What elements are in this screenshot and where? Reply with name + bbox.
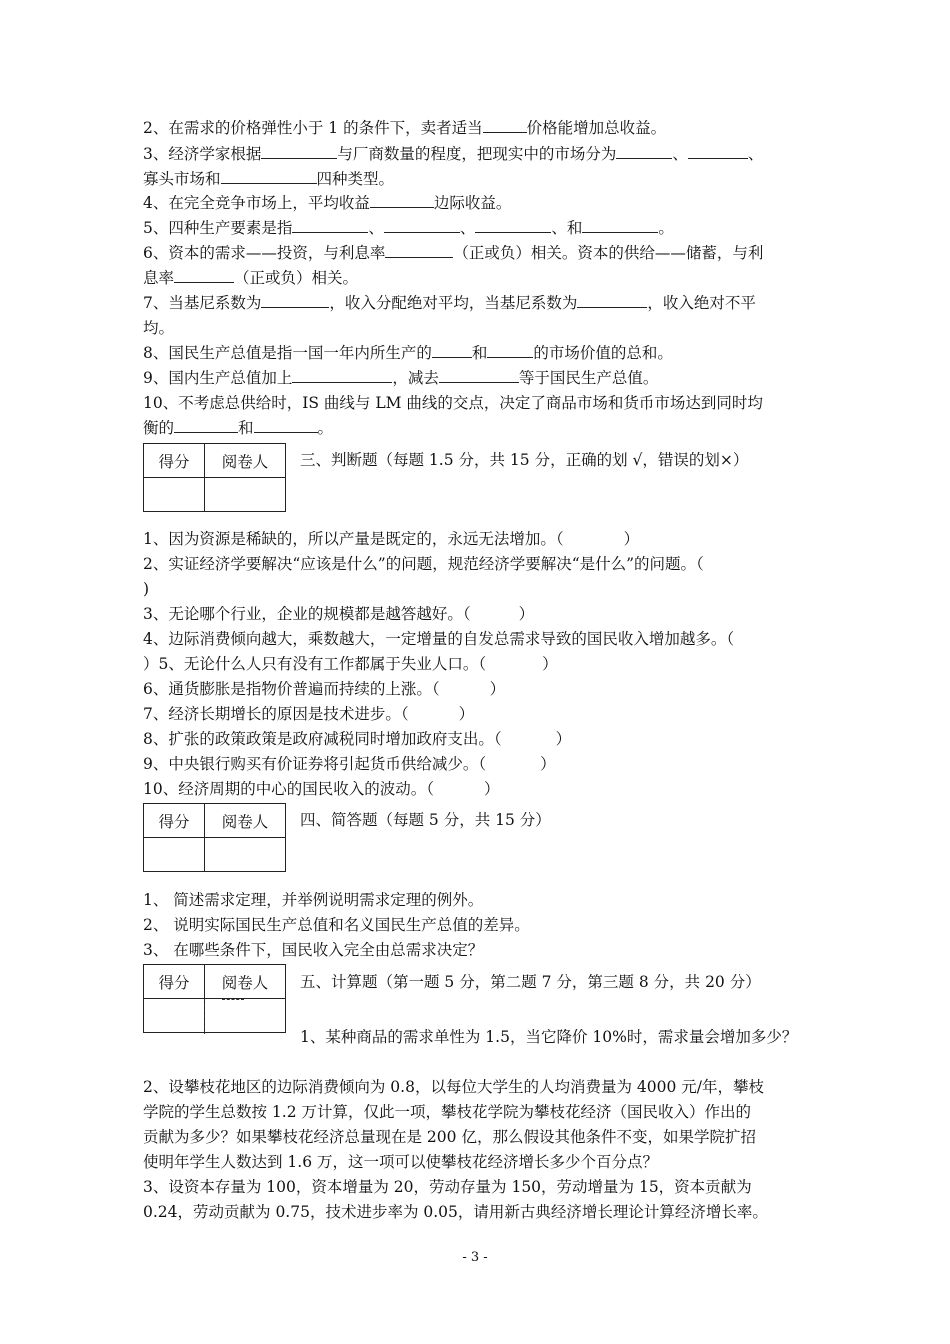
judge-q1: 1、因为资源是稀缺的，所以产量是既定的，永远无法增加。（ ） <box>143 530 640 548</box>
score-cell <box>144 478 205 512</box>
blank <box>370 193 434 208</box>
calc-q2-line1: 2、设攀枝花地区的边际消费倾向为 0.8，以每位大学生的人均消费量为 4000 元/年，攀枝 <box>143 1078 764 1096</box>
blank <box>292 368 392 383</box>
score-box <box>143 803 286 872</box>
score-box <box>143 443 286 512</box>
dashed-mark <box>204 1004 205 1034</box>
fill-q4: 4、在完全竞争市场上，平均收益 边际收益。 <box>143 194 512 212</box>
fill-q3-cont: 寡头市场和 四种类型。 <box>143 170 395 188</box>
judge-q10: 10、经济周期的中心的国民收入的波动。（ ） <box>143 780 500 798</box>
fill-q7: 7、当基尼系数为 ，收入分配绝对平均，当基尼系数为 ，收入绝对不平 <box>143 294 756 312</box>
grader-cell <box>205 478 286 512</box>
judge-q6: 6、通货膨胀是指物价普遍而持续的上涨。（ ） <box>143 680 506 698</box>
grader-cell <box>205 838 286 872</box>
score-label: 得分 <box>144 804 205 838</box>
calc-q1: 1、某种商品的需求单性为 1.5，当它降价 10%时，需求量会增加多少？ <box>300 1028 798 1046</box>
calc-q3-line1: 3、设资本存量为 100，资本增量为 20，劳动存量为 150，劳动增量为 15，资本贡献为 <box>143 1178 752 1196</box>
blank <box>582 218 658 233</box>
fill-q7-cont: 均。 <box>143 319 175 337</box>
judge-q9: 9、中央银行购买有价证券将引起货币供给减少。（ ） <box>143 755 556 773</box>
fill-q5: 5、四种生产要素是指 、 、 、和 。 <box>143 219 674 237</box>
score-cell <box>144 999 205 1033</box>
fill-q3: 3、经济学家根据 与厂商数量的程度，把现实中的市场分为 、 、 <box>143 145 764 163</box>
blank <box>616 144 672 159</box>
fill-q10: 10、不考虑总供给时，IS 曲线与 LM 曲线的交点，决定了商品市场和货币市场达到同时均 <box>143 394 763 412</box>
blank <box>483 118 527 133</box>
blank <box>439 368 519 383</box>
grader-label: 阅卷人 <box>205 444 286 478</box>
judge-q3: 3、无论哪个行业，企业的规模都是越答越好。（ ） <box>143 605 535 623</box>
section-4-title: 四、简答题（每题 5 分，共 15 分） <box>300 811 551 829</box>
calc-q2-line3: 贡献为多少？如果攀枝花经济总量现在是 200 亿，那么假设其他条件不变，如果学院扩招 <box>143 1128 756 1146</box>
section-3-title: 三、判断题（每题 1.5 分，共 15 分，正确的划 √，错误的划×） <box>300 451 749 469</box>
fill-q10-cont: 衡的 和 。 <box>143 419 334 437</box>
calc-q3-line2: 0.24，劳动贡献为 0.75，技术进步率为 0.05，请用新古典经济增长理论计算经济增长率。 <box>143 1203 768 1221</box>
score-cell <box>144 838 205 872</box>
score-label: 得分 <box>144 965 205 999</box>
fill-q6: 6、资本的需求——投资，与利息率 （正或负）相关。资本的供给——储蓄，与利 <box>143 244 764 262</box>
fill-q2: 2、在需求的价格弹性小于 1 的条件下，卖者适当 价格能增加总收益。 <box>143 119 667 137</box>
short-q1: 1、 简述需求定理，并举例说明需求定理的例外。 <box>143 891 484 909</box>
judge-q8: 8、扩张的政策政策是政府减税同时增加政府支出。（ ） <box>143 730 572 748</box>
blank <box>432 343 472 358</box>
grader-cell <box>205 999 286 1033</box>
section-5-title: 五、计算题（第一题 5 分，第二题 7 分，第三题 8 分，共 20 分） <box>300 973 761 991</box>
grader-label: 阅卷人 <box>205 965 286 999</box>
score-label: 得分 <box>144 444 205 478</box>
fill-q8: 8、国民生产总值是指一国一年内所生产的 和 的市场价值的总和。 <box>143 344 673 362</box>
blank <box>254 418 318 433</box>
blank <box>384 218 460 233</box>
blank <box>221 169 317 184</box>
blank <box>688 144 748 159</box>
blank <box>577 293 647 308</box>
page-number: - 3 - <box>462 1250 488 1265</box>
blank <box>385 243 453 258</box>
calc-q2-line2: 学院的学生总数按 1.2 万计算，仅此一项，攀枝花学院为攀枝花经济（国民收入）作出的 <box>143 1103 752 1121</box>
judge-q5: ）5、无论什么人只有没有工作都属于失业人口。（ ） <box>143 655 558 673</box>
judge-q2: 2、实证经济学要解决“应该是什么”的问题，规范经济学要解决“是什么”的问题。（ <box>143 555 704 573</box>
blank <box>487 343 533 358</box>
judge-q4: 4、边际消费倾向越大，乘数越大，一定增量的自发总需求导致的国民收入增加越多。（ <box>143 630 735 648</box>
short-q3: 3、 在哪些条件下，国民收入完全由总需求决定？ <box>143 941 484 959</box>
dashed-mark <box>222 999 244 1000</box>
grader-label: 阅卷人 <box>205 804 286 838</box>
score-box <box>143 964 286 1033</box>
blank <box>174 418 238 433</box>
fill-q9: 9、国内生产总值加上 ，减去 等于国民生产总值。 <box>143 369 659 387</box>
calc-q2-line4: 使明年学生人数达到 1.6 万，这一项可以使攀枝花经济增长多少个百分点？ <box>143 1153 659 1171</box>
blank <box>261 144 337 159</box>
blank <box>174 268 234 283</box>
fill-q6-cont: 息率 （正或负）相关。 <box>143 269 359 287</box>
judge-q2-cont: ) <box>143 580 150 598</box>
short-q2: 2、 说明实际国民生产总值和名义国民生产总值的差异。 <box>143 916 530 934</box>
blank <box>292 218 368 233</box>
judge-q7: 7、经济长期增长的原因是技术进步。（ ） <box>143 705 475 723</box>
blank <box>475 218 551 233</box>
blank <box>261 293 329 308</box>
